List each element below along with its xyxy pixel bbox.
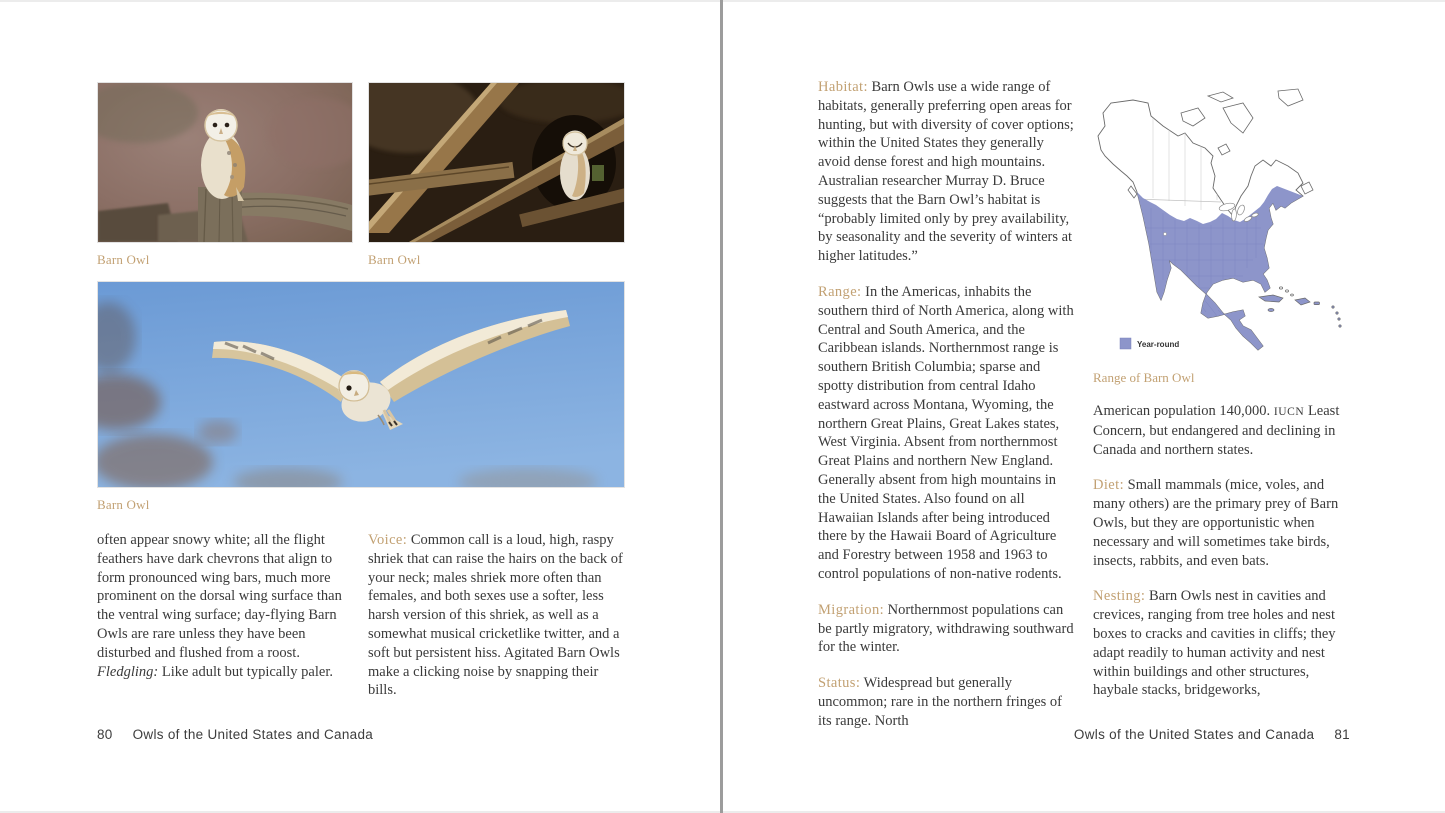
barn-owl-photo-rafters (368, 82, 625, 243)
migration-label: Migration: (818, 601, 885, 618)
right-page-column-1 (818, 78, 1075, 748)
left-page-footer (97, 727, 373, 742)
voice-column-text (368, 531, 625, 717)
page-number-left: 80 (97, 727, 113, 742)
legend-label: Year-round (1137, 340, 1180, 349)
diet-paragraph: Diet: Small mammals (mice, voles, and many others) are the primary prey of Barn Owls, but they are opportunistic when necessary and will sometimes take birds, insects, rabbits, and even bats. (1093, 477, 1339, 569)
left-page (97, 82, 625, 732)
nesting-label: Nesting: (1093, 588, 1146, 605)
range-label: Range: (818, 283, 862, 300)
iucn-smallcaps: IUCN (1273, 406, 1305, 418)
nesting-paragraph: Nesting: Barn Owls nest in cavities and crevices, ranging from tree holes and nest boxes to cracks and cavities in cliffs; they adapt readily to human activity and nest within buildings and other structures, haybale stacks, bridgeworks, (1093, 588, 1336, 699)
running-title: Owls of the United States and Canada (132, 727, 374, 742)
range-paragraph: Range: In the Americas, inhabits the southern third of North America, along with Central and South America, and the Caribbean islands. Northernmost range is southern British Columbia; sparse and spotty distribution from central Idaho eastward across Montana, Wyoming, the northern Great Plains, Great Lakes states, West Virginia. Absent from northernmost Great Plains and northern New England. Generally absent from high mountains in the United States. Also found on all Hawaiian Islands after being introduced there by the Hawaii Board of Agriculture and Forestry between 1958 and 1963 to control populations of non-native rodents. (818, 283, 1074, 582)
status-label: Status: (818, 675, 861, 692)
right-page-footer (1074, 727, 1350, 742)
status-paragraph: Status: Widespread but generally uncommon; rare in the northern fringes of its range. North (818, 675, 1063, 729)
description-paragraph: often appear snowy white; all the flight feathers have dark chevrons that align to form pronounced wing bars, much more prominent on the dorsal wing surface than the ventral wing surface; day-flying Barn Owls are rare unless they have been disturbed and flushed from a roost. Fledgling: Like adult but typically paler. (97, 532, 342, 680)
habitat-paragraph: Habitat: Barn Owls use a wide range of habitats, generally preferring open areas for hunting, but with diversity of cover options; within the United States they generally avoid dense forest and high mountains. Australian researcher Murray D. Bruce suggests that the Barn Owl’s habitat is “probably limited only by prey availability, by seasonality and the severity of winters at higher latitudes.” (818, 79, 1074, 265)
legend-swatch-year-round (1120, 338, 1131, 349)
barn-owl-photo-perched (97, 82, 353, 243)
page-gutter-divider (720, 0, 723, 813)
voice-paragraph: Voice: Common call is a loud, high, raspy shriek that can raise the hairs on the back of your neck; males shriek more often than females, and both sexes use a softer, less harsh version of this shriek, as well as a somewhat musical cricketlike twitter, and a soft but persistent hiss. Agitated Barn Owls make a clicking noise by snapping their bills. (368, 532, 623, 699)
map-caption: Range of Barn Owl (1093, 370, 1195, 385)
left-column-text (97, 531, 355, 698)
photo-caption: Barn Owl (97, 497, 150, 512)
photo-caption: Barn Owl (368, 252, 421, 267)
barn-owl-photo-flight (97, 281, 625, 488)
voice-label: Voice: (368, 532, 408, 548)
right-column-2-text (1093, 402, 1355, 700)
range-map (1093, 88, 1355, 361)
running-title: Owls of the United States and Canada (1073, 727, 1315, 742)
migration-paragraph: Migration: Northernmost populations can be partly migratory, withdrawing southward for the winter. (818, 601, 1074, 656)
page-number-right: 81 (1334, 727, 1350, 742)
diet-label: Diet: (1093, 477, 1124, 494)
population-paragraph: American population 140,000. IUCN Least Concern, but endangered and declining in Canada and northern states. (1093, 403, 1340, 458)
right-page-column-2 (1093, 88, 1355, 717)
habitat-label: Habitat: (818, 79, 868, 95)
fledgling-italic: Fledgling: (97, 663, 159, 680)
photo-caption: Barn Owl (97, 252, 150, 267)
